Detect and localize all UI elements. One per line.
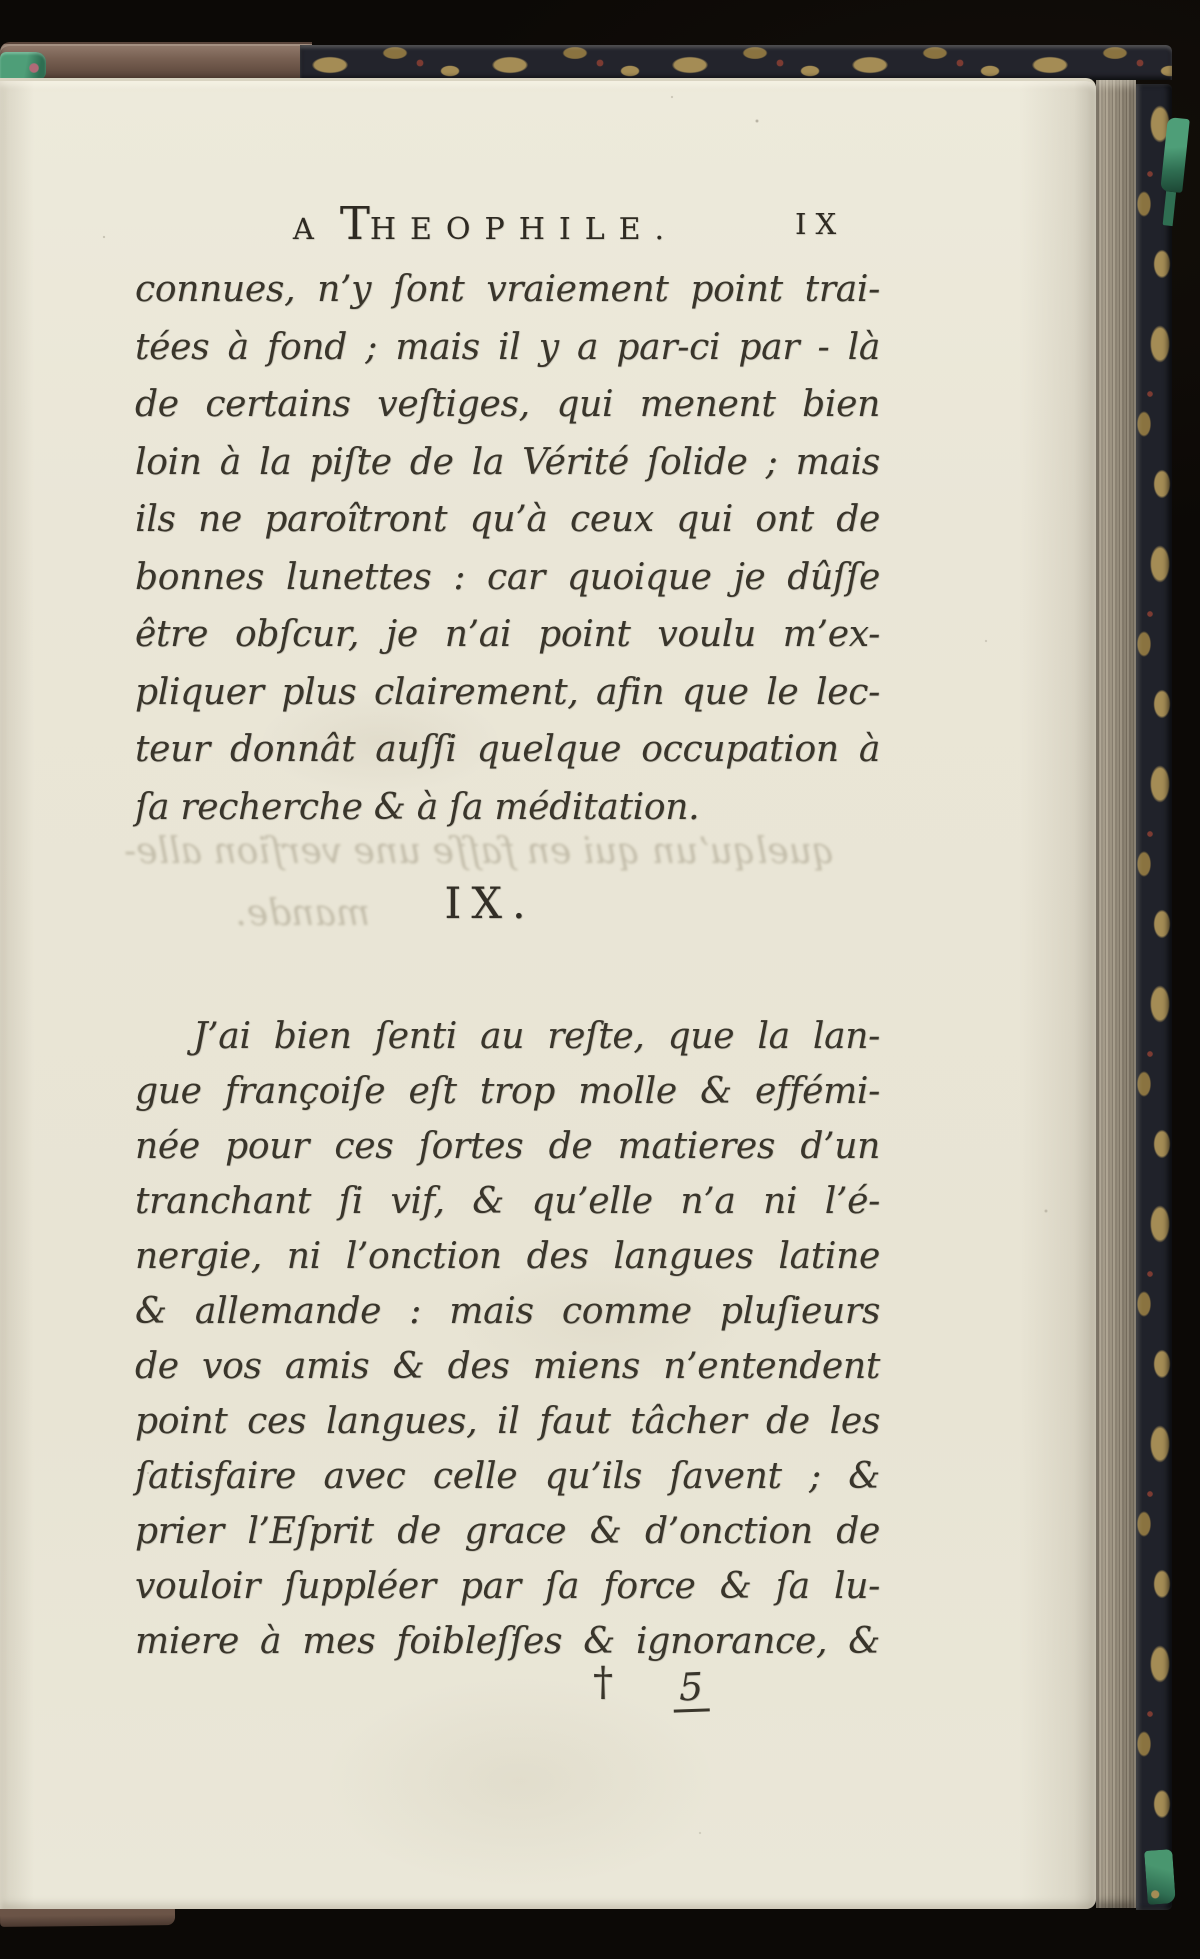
text-line: teur donnât auſſi quelque occupation à [135,729,880,770]
text-line: de certains veſtiges, qui menent bien [135,384,880,425]
book-fore-edge-pages [1096,80,1136,1908]
text-line: pliquer plus clairement, afin que le lec- [135,671,880,713]
text-line: née pour ces ſortes de matieres d’un [135,1126,880,1167]
book-top-spine-leather [0,42,312,82]
text-line: ſa recherche & à ſa méditation. [135,786,700,828]
header-initial: T [339,197,370,250]
page-number: IX [795,207,846,241]
header-prefix: A [292,212,318,246]
text-line: & allemande : mais comme pluſieurs [135,1291,880,1332]
signature-mark [135,1657,880,1721]
book-cover-edge-marbled [1136,84,1172,1910]
signature-number: 5 [672,1664,710,1712]
text-line: loin à la piſte de la Vérité ſolide ; mais [135,441,880,483]
text-line: prier l’Eſprit de grace & d’onction de [135,1511,880,1552]
text-line: connues, n’y ſont vraiement point trai- [135,269,880,310]
text-line: bonnes lunettes : car quoique je dûſſe [135,556,880,598]
book-top-edge-marbled [300,45,1172,80]
text-line: gue françoiſe eſt trop molle & effémi- [135,1071,880,1112]
bleedthrough-text: quelqu’un qui en faſſe une verſion alle- [124,831,835,872]
header-rest: HEOPHILE. [369,212,679,247]
text-line: tranchant ſi vif, & qu’elle n’a ni l’é- [135,1181,880,1222]
text-line: point ces langues, il faut tâcher de les [135,1401,880,1442]
dagger-mark: † [593,1659,613,1705]
text-line: ils ne paroîtront qu’à ceux qui ont de [135,499,880,540]
text-line: être obſcur, je n’ai point voulu m’ex- [135,614,880,655]
paragraph-2 [135,1009,880,1669]
paragraph-1 [135,261,880,836]
headband-top-left [0,52,46,80]
text-line: nergie, ni l’onction des langues latine [135,1236,880,1277]
bleedthrough-text: mande. [235,893,370,934]
text-line: de vos amis & des miens n’entendent [135,1346,880,1387]
book-page [0,78,1096,1909]
headband-bottom-right [1144,1849,1176,1905]
text-line: vouloir ſuppléer par ſa force & ſa lu- [135,1566,880,1607]
section-heading: IX. [444,879,536,929]
page-title [293,197,678,250]
text-line: ſatisfaire avec celle qu’ils ſavent ; & [135,1456,880,1497]
text-line: miere à mes foibleſſes & ignorance, & [135,1621,880,1662]
text-line: tées à fond ; mais il y a par-ci par - là [135,326,880,368]
running-header [135,197,880,249]
text-line: J’ai bien ſenti au reſte, que la lan- [193,1016,880,1057]
